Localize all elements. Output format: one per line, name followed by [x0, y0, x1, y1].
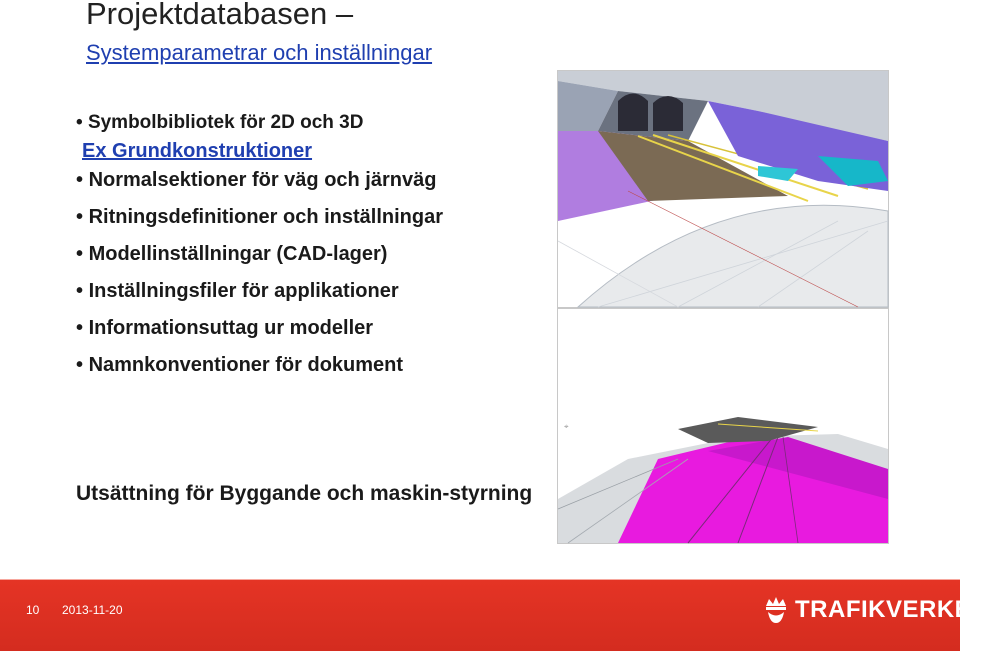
crown-icon — [763, 595, 789, 625]
slide-subtitle-link[interactable]: Systemparametrar och inställningar — [86, 40, 433, 65]
bullet-text: Inställningsfiler för applikationer — [88, 280, 399, 302]
bullet-text: Informationsuttag ur modeller — [88, 317, 374, 339]
link-item — [76, 137, 546, 166]
model-render-terrain — [557, 308, 889, 544]
bullet-item: • Namnkonventioner för dokument — [76, 354, 404, 376]
bullet-text: Symbolbibliotek för 2D och 3D — [87, 112, 364, 133]
bullet-text: Namnkonventioner för dokument — [88, 354, 404, 376]
tunnel-model-image — [558, 71, 888, 307]
bullet-item: • Normalsektioner för väg och järnväg — [76, 169, 437, 191]
bullet-list — [76, 108, 546, 380]
trafikverket-logo — [763, 595, 986, 625]
svg-text:⌖: ⌖ — [564, 422, 569, 431]
bullet-text: Ritningsdefinitioner och inställningar — [88, 206, 444, 228]
bullet-item: • Ritningsdefinitioner och inställningar — [76, 206, 444, 228]
grundkonstruktioner-link[interactable]: Ex Grundkonstruktioner — [82, 140, 313, 162]
footer-bar — [0, 579, 986, 651]
page-number: 10 — [26, 603, 40, 617]
terrain-model-image — [558, 309, 888, 543]
bullet-item: • Inställningsfiler för applikationer — [76, 280, 399, 302]
bullet-text: Normalsektioner för väg och järnväg — [88, 169, 437, 191]
logo-text: TRAFIKVERKET — [795, 596, 986, 623]
bullet-item: • Informationsuttag ur modeller — [76, 317, 374, 339]
bullet-item: • Modellinställningar (CAD-lager) — [76, 243, 388, 265]
model-render-tunnel — [557, 70, 889, 308]
slide-title: Projektdatabasen – — [86, 0, 354, 31]
bullet-item: • Symbolbibliotek för 2D och 3D — [76, 112, 364, 133]
slide-date: 2013-11-20 — [62, 603, 123, 617]
outro-text: Utsättning för Byggande och maskin-styrning — [76, 482, 533, 505]
bullet-text: Modellinställningar (CAD-lager) — [88, 243, 388, 265]
